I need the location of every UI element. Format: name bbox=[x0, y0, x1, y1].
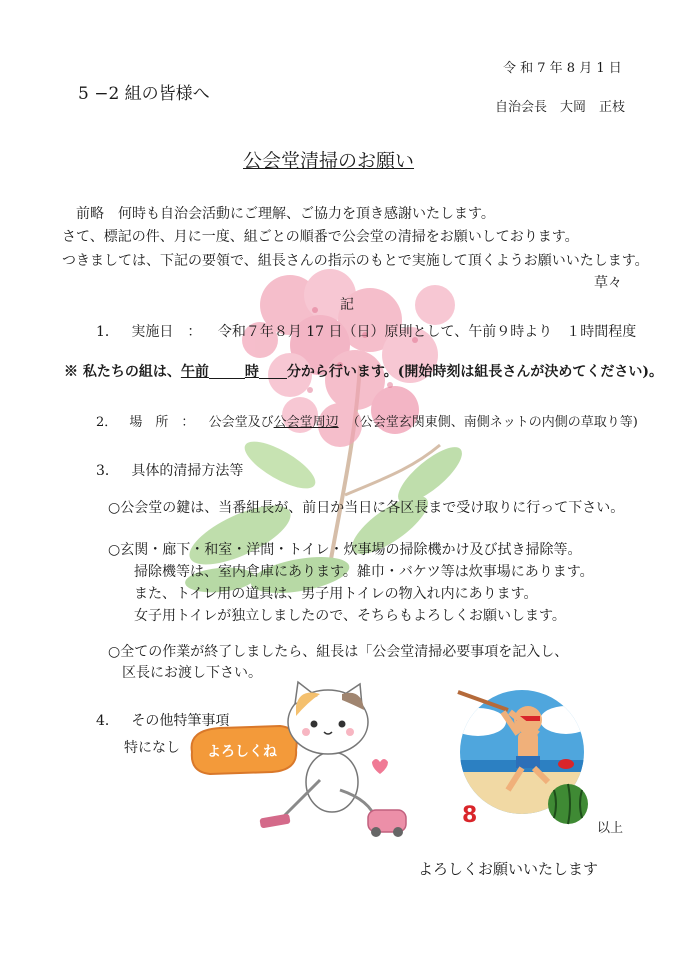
item-4-number: 4． bbox=[96, 713, 119, 729]
document-date: 令 和 7 年 8 月 1 日 bbox=[503, 61, 622, 76]
item-3-number: 3． bbox=[96, 463, 119, 479]
sign-text: よろしくね bbox=[207, 744, 277, 760]
summer-beach-illustration bbox=[448, 682, 596, 832]
item-2-text-c: （公会堂玄関東側、南側ネットの内側の草取り等) bbox=[346, 415, 638, 430]
item-3-para-2-line-2: 掃除機等は、室内倉庫にあります。雑巾・バケツ等は炊事場にあります。 bbox=[134, 564, 594, 580]
intro-closing: 草々 bbox=[594, 275, 622, 291]
note-paren: (開始時刻は組長さんが決めてください)。 bbox=[397, 364, 664, 380]
item-3-para-3-line-1: ○全ての作業が終了しましたら、組長は「公会堂清掃必要事項を記入し、 bbox=[108, 644, 569, 660]
recipient-line: 5 −2 組の皆様へ bbox=[78, 84, 210, 104]
item-1-text: 令和７年８月 17 日（日）原則として、午前９時より １時間程度 bbox=[217, 324, 637, 340]
item-2-label: 場 所 ： bbox=[129, 415, 195, 430]
item-2-number: 2． bbox=[96, 415, 118, 430]
item-3-para-2-line-4: 女子用トイレが独立しましたので、そちらもよろしくお願いします。 bbox=[134, 608, 566, 624]
item-2-text-b: 公会堂周辺 bbox=[273, 415, 339, 430]
note-fun: 分から行います。 bbox=[286, 364, 398, 380]
intro-line-1: 前略 何時も自治会活動にご理解、ご協力を頂き感謝いたします。 bbox=[76, 206, 495, 222]
ki-heading: 記 bbox=[340, 297, 354, 313]
intro-line-2: さて、標記の件、月に一度、組ごとの順番で公会堂の清掃をお願いしております。 bbox=[62, 229, 579, 245]
item-1 bbox=[96, 321, 636, 341]
item-3-para-2-line-3: また、トイレ用の道具は、男子用トイレの物入れ内にあります。 bbox=[134, 586, 538, 602]
item-1-number: 1． bbox=[96, 324, 119, 340]
month-number: 8 bbox=[462, 803, 478, 828]
item-3-para-3-line-2: 区長にお渡し下さい。 bbox=[122, 665, 262, 681]
note-part-1: 私たちの組は、 bbox=[82, 364, 181, 380]
intro-line-3: つきましては、下記の要領で、組長さんの指示のもとで実施して頂くようお願いいたします。 bbox=[62, 253, 649, 269]
cat-vacuum-illustration bbox=[180, 680, 420, 840]
item-2-text-a: 公会堂及び bbox=[208, 415, 274, 430]
item-3-label: 具体的清掃方法等 bbox=[131, 463, 244, 479]
minute-blank bbox=[259, 364, 287, 379]
heart-icon bbox=[372, 759, 388, 774]
note-ji: 時 bbox=[244, 364, 259, 380]
footer-closing: よろしくお願いいたします bbox=[418, 860, 599, 878]
start-time-note bbox=[64, 361, 663, 381]
item-4-label: その他特筆事項 bbox=[131, 713, 230, 729]
note-mark: ※ bbox=[64, 364, 78, 380]
note-gozen: 午前 bbox=[180, 364, 209, 380]
item-3 bbox=[96, 460, 243, 480]
item-3-para-1: ○公会堂の鍵は、当番組長が、前日か当日に各区長まで受け取りに行って下さい。 bbox=[108, 500, 625, 516]
item-1-label: 実施日 ： bbox=[131, 324, 202, 340]
ijou-text: 以上 bbox=[597, 821, 624, 836]
hour-blank bbox=[209, 364, 245, 379]
yoroshiku-sign bbox=[192, 726, 297, 774]
item-4-text: 特になし bbox=[124, 740, 180, 756]
sender-line: 自治会長 大岡 正枝 bbox=[495, 100, 626, 115]
document-title: 公会堂清掃のお願い bbox=[243, 150, 415, 172]
item-3-para-2-line-1: ○玄関・廊下・和室・洋間・トイレ・炊事場の掃除機かけ及び拭き掃除等。 bbox=[108, 542, 582, 558]
item-2 bbox=[96, 411, 638, 430]
